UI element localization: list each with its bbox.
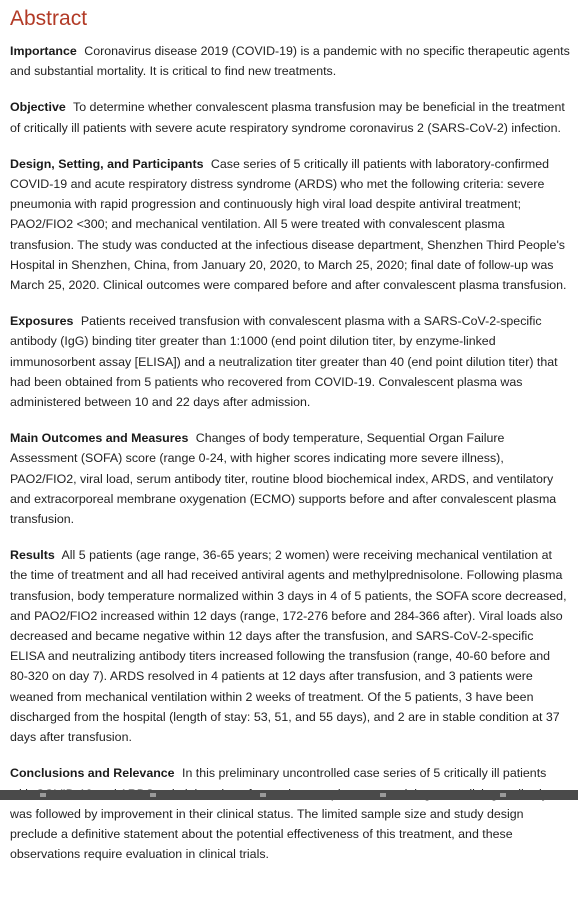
taskbar-icon [380, 793, 386, 797]
section-heading: Main Outcomes and Measures [10, 431, 189, 446]
section-exposures [10, 311, 570, 412]
section-heading: Conclusions and Relevance [10, 766, 175, 781]
taskbar-icon [40, 793, 46, 797]
section-importance [10, 41, 570, 81]
abstract-title: Abstract [10, 7, 88, 30]
section-outcomes [10, 428, 570, 529]
taskbar-strip [0, 790, 578, 800]
abstract-panel [10, 0, 570, 909]
taskbar-icon [150, 793, 156, 797]
section-text: To determine whether convalescent plasma transfusion may be beneficial in the treatment of critically ill patients with severe acute respiratory syndrome coronavirus 2 (SARS-CoV-2) infection. [10, 100, 565, 135]
section-heading: Exposures [10, 314, 74, 329]
section-text: All 5 patients (age range, 36-65 years; 2 women) were receiving mechanical ventilation at the time of treatment and all had received antiviral agents and methylprednisolone. Following plasma transfusion, body temperature normalized within 3 days in 4 of 5 patients, the SOFA score decreased, and PAO2/FIO2 increased within 12 days (range, 172-276 before and 284-366 after). Viral loads also decreased and became negative within 12 days after the transfusion, and SARS-CoV-2-specific ELISA and neutralizing antibody titers increased following the transfusion (range, 40-60 before and 80-320 on day 7). ARDS resolved in 4 patients at 12 days after transfusion, and 3 patients were weaned from mechanical ventilation within 2 weeks of treatment. Of the 5 patients, 3 have been discharged from the hospital (length of stay: 53, 51, and 55 days), and 2 are in stable condition at 37 days after transfusion. [10, 548, 567, 745]
section-design [10, 154, 570, 295]
taskbar-icon [260, 793, 266, 797]
section-text: Changes of body temperature, Sequential Organ Failure Assessment (SOFA) score (range 0-24, with higher scores indicating more severe illness), PAO2/FIO2, viral load, serum antibody titer, routine blood biochemical index, ARDS, and ventilatory and extracorporeal membrane oxygenation (ECMO) supports before and after convalescent plasma transfusion. [10, 431, 557, 527]
section-conclusions [10, 763, 570, 909]
section-objective [10, 97, 570, 137]
section-heading: Results [10, 548, 55, 563]
section-text: In this preliminary uncontrolled case series of 5 critically ill patients was followed by improvement in their clinical status. The limited sample size and study design preclude a definitive statement about the potential effectiveness of this treatment, and these observations require evaluation in clinical trials. [10, 766, 547, 862]
section-results [10, 545, 570, 747]
section-text: Coronavirus disease 2019 (COVID-19) is a pandemic with no specific therapeutic agents and substantial mortality. It is critical to find new treatments. [10, 44, 570, 79]
section-heading: Importance [10, 44, 77, 58]
taskbar-icon [500, 793, 506, 797]
section-heading: Design, Setting, and Participants [10, 156, 204, 171]
section-text: Case series of 5 critically ill patients with laboratory-confirmed COVID-19 and acute respiratory distress syndrome (ARDS) who met the following criteria: severe pneumonia with rapid progression and continuously high viral load despite antiviral treatment; PAO2/FIO2 <300; and mechanical ventilation. All 5 were treated with convalescent plasma transfusion. The study was conducted at the infectious disease department, Shenzhen Third People's Hospital in Shenzhen, China, from January 20, 2020, to March 25, 2020; final date of follow-up was March 25, 2020. Clinical outcomes were compared before and after convalescent plasma transfusion. [10, 156, 567, 293]
section-text: Patients received transfusion with convalescent plasma with a SARS-CoV-2-specific antibody (IgG) binding titer greater than 1:1000 (end point dilution titer, by enzyme-linked immunosorbent assay [ELISA]) and a neutralization titer greater than 40 (end point dilution titer) that had been obtained from 5 patients who recovered from COVID-19. Convalescent plasma was administered between 10 and 22 days after admission. [10, 314, 558, 410]
section-heading: Objective [10, 100, 66, 115]
